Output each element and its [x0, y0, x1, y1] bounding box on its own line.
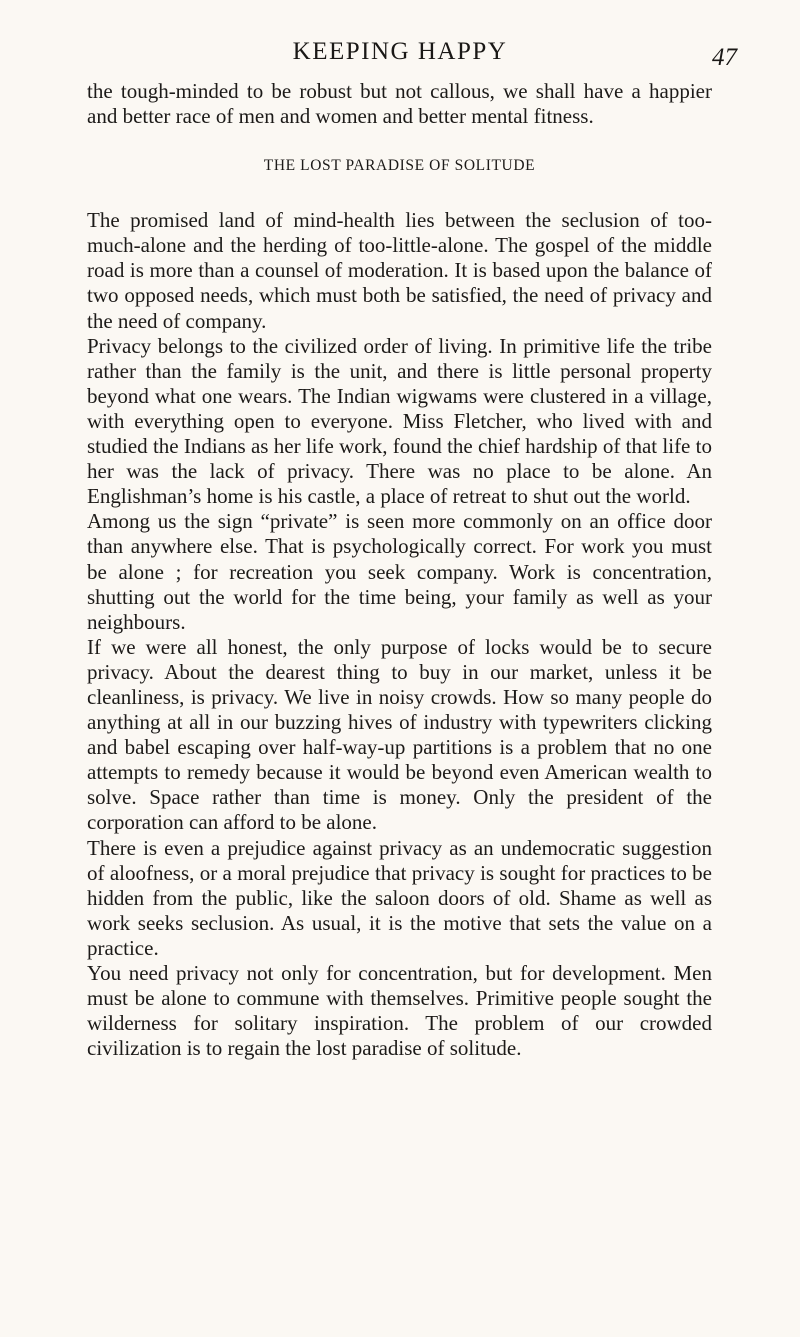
- running-header: [0, 36, 800, 76]
- paragraph-6: You need privacy not only for concentration, but for development. Men must be alone to commune with themselves. Primitive people sought the wilderness for solitary inspiration. The problem of our crowded civilization is to regain the lost paradise of solitude.: [87, 961, 712, 1061]
- running-title: KEEPING HAPPY: [292, 38, 508, 65]
- paragraph-2: Privacy belongs to the civilized order of living. In primitive life the tribe rather than the family is the unit, and there is little personal property beyond what one wears. The Indian wigwams were clustered in a village, with everything open to everyone. Miss Fletcher, who lived with and studied the Indians as her life work, found the chief hardship of that life to her was the lack of privacy. There was no place to be alone. An Englishman’s home is his castle, a place of retreat to shut out the world.: [87, 333, 712, 509]
- paragraph-3: Among us the sign “private” is seen more commonly on an office door than anywhere else. That is psychologically correct. For work you must be alone ; for recreation you seek company. Work is concentration, shutting out the world for the time being, your family as well as your neighbours.: [87, 509, 712, 634]
- page-number: 47: [712, 44, 737, 71]
- paragraph-5: There is even a prejudice against privacy as an undemocratic suggestion of aloofness, or a moral prejudice that privacy is sought for practices to be hidden from the public, like the saloon doors of old. Shame as well as work seeks seclusion. As usual, it is the motive that sets the value on a practice.: [87, 835, 712, 960]
- opening-paragraph: the tough-minded to be robust but not callous, we shall have a happier and better race of men and women and better mental fitness.: [87, 79, 712, 129]
- body-text: [87, 79, 712, 1061]
- paragraph-4: If we were all honest, the only purpose of locks would be to secure privacy. About the dearest thing to buy in our market, unless it be cleanliness, is privacy. We live in noisy crowds. How so many people do anything at all in our buzzing hives of industry with typewriters clicking and babel escaping over half-way-up partitions is a problem that no one attempts to remedy because it would be beyond even American wealth to solve. Space rather than time is money. Only the president of the corporation can afford to be alone.: [87, 634, 712, 835]
- paragraph-1: The promised land of mind-health lies between the seclusion of too-much-alone and the herding of too-little-alone. The gospel of the middle road is more than a counsel of moderation. It is based upon the balance of two opposed needs, which must both be satisfied, the need of privacy and the need of company.: [87, 208, 712, 333]
- section-heading: THE LOST PARADISE OF SOLITUDE: [263, 157, 536, 175]
